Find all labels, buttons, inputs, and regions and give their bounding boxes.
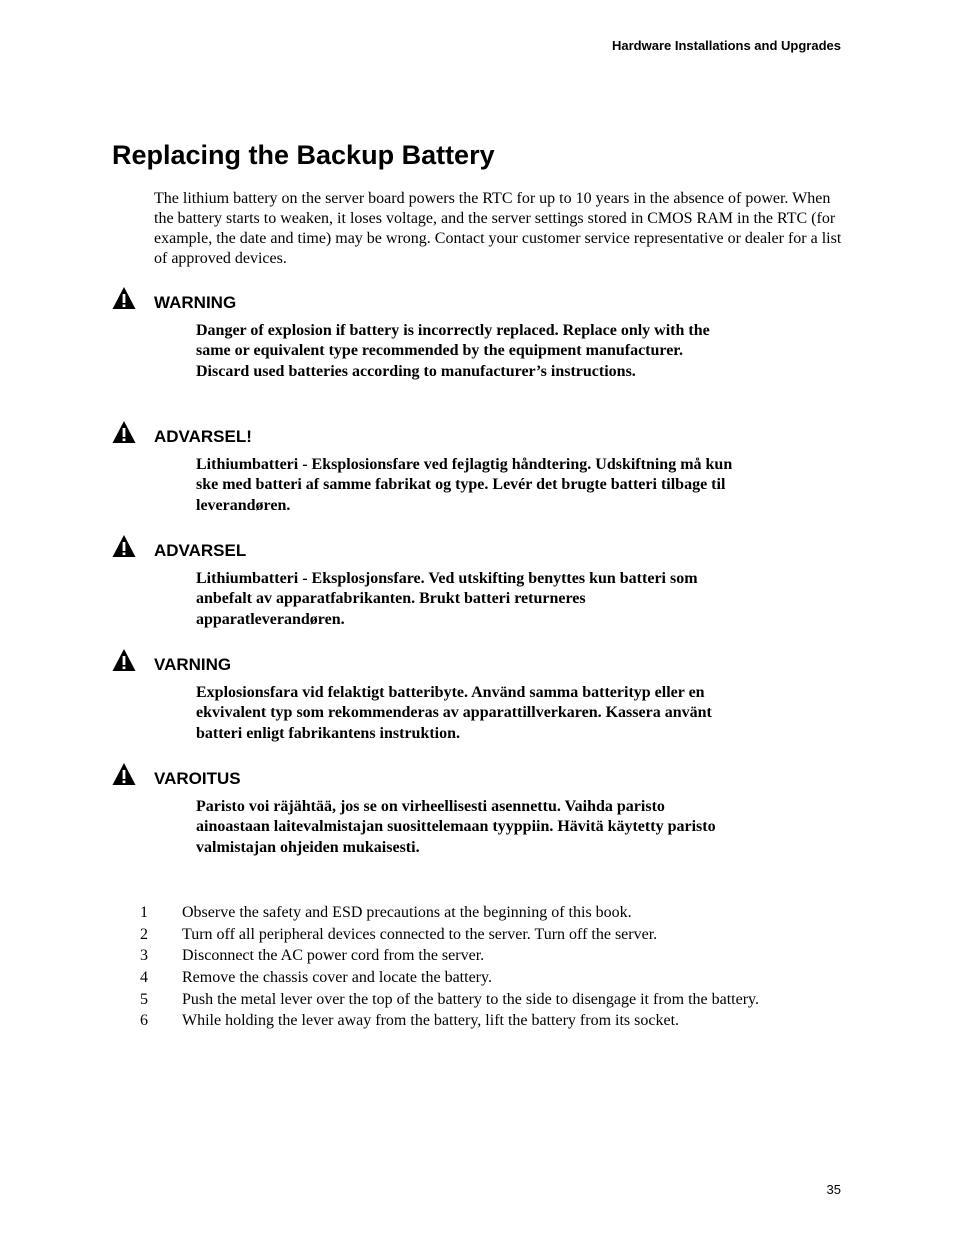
warning-text: Paristo voi räjähtää, jos se on virheellisesti asennettu. Vaihda paristo ainoastaan laitevalmistajan suosittelemaan tyyppiin. Hävitä käytetty paristo valmistajan ohjeiden mukaisesti. bbox=[196, 798, 716, 856]
warning-triangle-icon bbox=[112, 534, 136, 558]
list-item bbox=[140, 967, 759, 989]
list-item bbox=[140, 924, 759, 946]
step-number: 3 bbox=[140, 947, 148, 965]
warning-text: Explosionsfara vid felaktigt batteribyte. Använd samma batterityp eller en ekvivalent typ som rekommenderas av apparattillverkaren. Kassera använt batteri enligt fabrikantens instruktion. bbox=[196, 684, 712, 742]
warning-text: Danger of explosion if battery is incorrectly replaced. Replace only with the same or equivalent type recommended by the equipment manufacturer. Discard used batteries according to manufacturer’s instructions. bbox=[196, 322, 710, 380]
list-item bbox=[140, 1010, 759, 1032]
warning-title: ADVARSEL! bbox=[154, 427, 252, 446]
step-text: Observe the safety and ESD precautions at the beginning of this book. bbox=[182, 904, 632, 921]
intro-paragraph: The lithium battery on the server board powers the RTC for up to 10 years in the absence of power. When the battery starts to weaken, it loses voltage, and the server settings stored in CMOS RAM in the RTC (for example, the date and time) may be wrong. Contact your customer service representative or dealer for a list of approved devices. bbox=[154, 190, 842, 267]
running-header: Hardware Installations and Upgrades bbox=[611, 38, 841, 53]
warning-title: ADVARSEL bbox=[154, 541, 247, 560]
warning-title: VARNING bbox=[154, 655, 232, 674]
warning-triangle-icon bbox=[112, 648, 136, 672]
step-number: 5 bbox=[140, 990, 148, 1008]
step-number: 1 bbox=[140, 904, 148, 921]
warning-triangle-icon bbox=[112, 286, 136, 310]
step-text: Turn off all peripheral devices connected to the server. Turn off the server. bbox=[182, 925, 658, 943]
step-text: Push the metal lever over the top of the battery to the side to disengage it from the battery. bbox=[182, 990, 760, 1008]
step-text: Remove the chassis cover and locate the battery. bbox=[182, 969, 492, 987]
warning-triangle-icon bbox=[112, 762, 136, 786]
list-item bbox=[140, 902, 759, 924]
procedure-steps bbox=[140, 902, 759, 1032]
warning-text: Lithiumbatteri - Eksplosionsfare ved fejlagtig håndtering. Udskiftning må kun ske med batteri af samme fabrikat og type. Levér det brugte batteri tilbage til leverandøren. bbox=[196, 456, 733, 514]
warning-title: WARNING bbox=[154, 293, 237, 312]
list-item bbox=[140, 945, 759, 967]
step-text: While holding the lever away from the battery, lift the battery from its socket. bbox=[182, 1012, 680, 1030]
list-item bbox=[140, 989, 759, 1011]
step-number: 4 bbox=[140, 969, 148, 987]
page-title: Replacing the Backup Battery bbox=[112, 140, 495, 170]
page-number: 35 bbox=[826, 1182, 841, 1197]
warning-text: Lithiumbatteri - Eksplosjonsfare. Ved utskifting benyttes kun batteri som anbefalt av apparatfabrikanten. Brukt batteri returneres apparatleverandøren. bbox=[196, 570, 698, 628]
step-text: Disconnect the AC power cord from the server. bbox=[182, 947, 485, 965]
warning-triangle-icon bbox=[112, 420, 136, 444]
step-number: 2 bbox=[140, 925, 148, 943]
step-number: 6 bbox=[140, 1012, 148, 1030]
warning-title: VAROITUS bbox=[154, 769, 241, 788]
